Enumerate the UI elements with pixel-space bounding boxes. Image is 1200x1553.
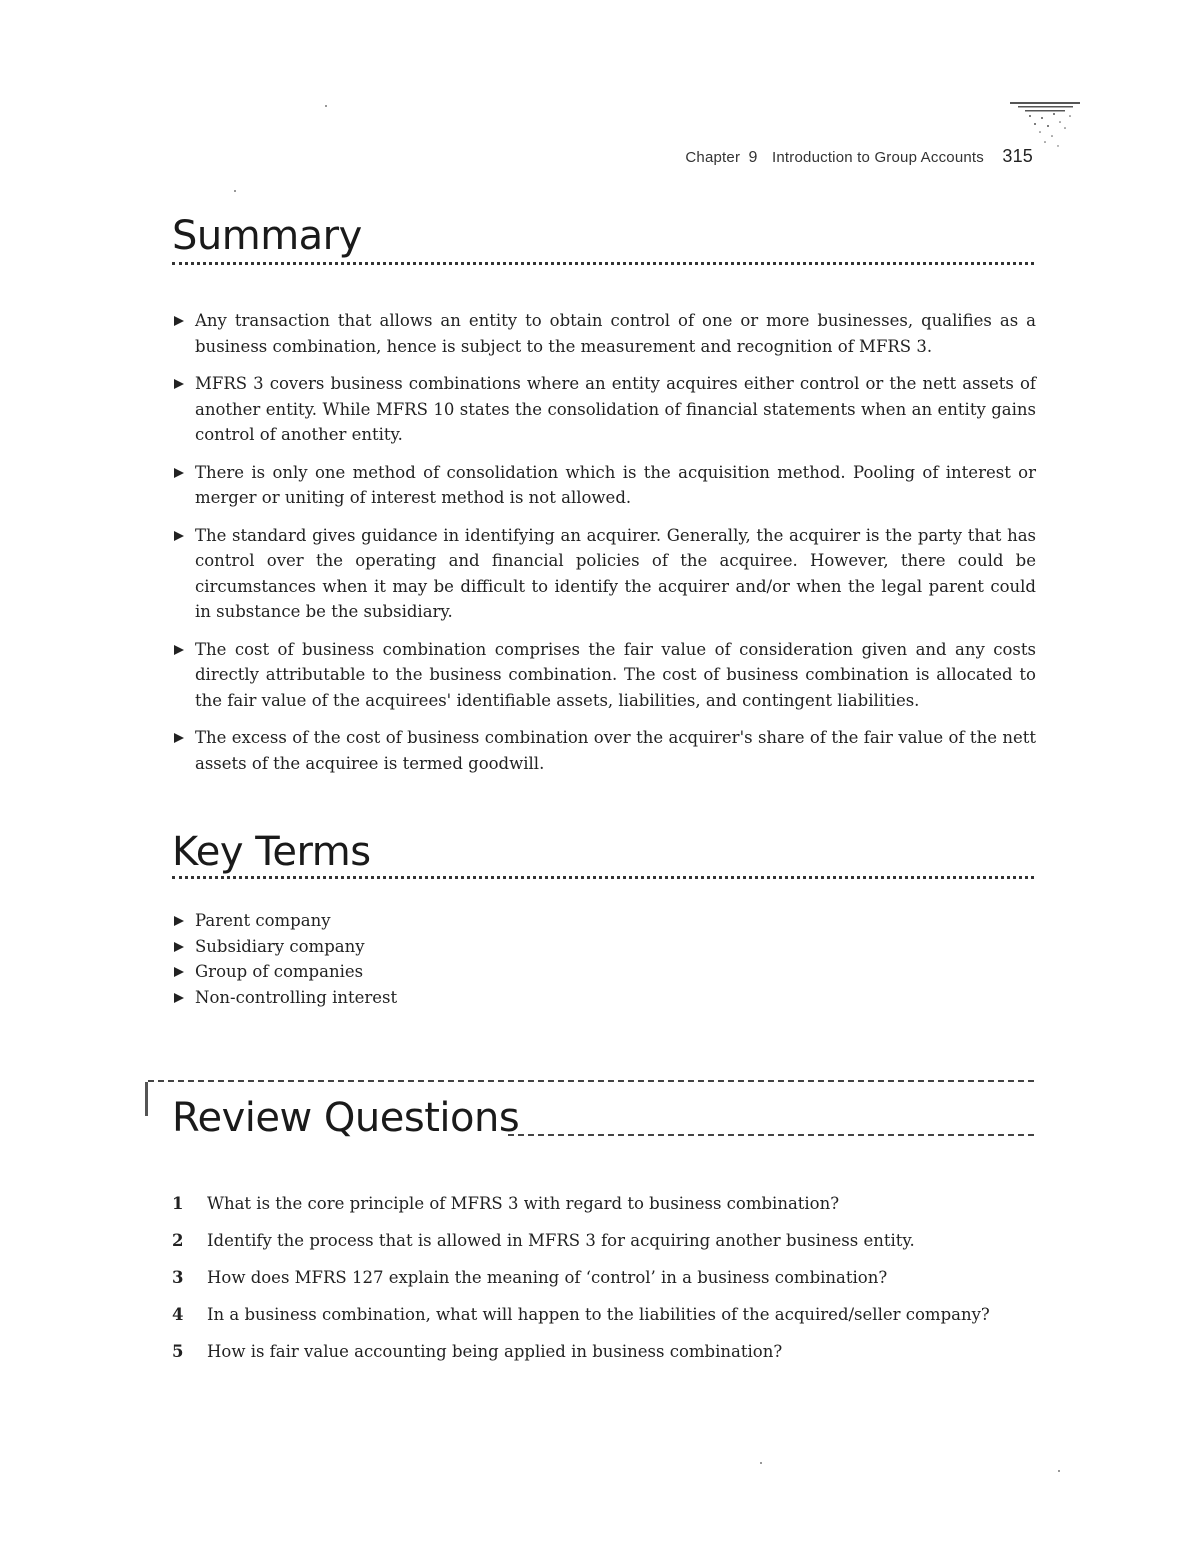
question-text: In a business combination, what will happen to the liabilities of the acquired/seller company?: [207, 1305, 990, 1324]
question-text: How is fair value accounting being applied in business combination?: [207, 1342, 783, 1361]
scan-noise-graphic: [990, 98, 1090, 168]
key-term-item: Non-controlling interest: [172, 985, 397, 1011]
bullet-triangle-icon: [174, 645, 184, 655]
question-text: Identify the process that is allowed in MFRS 3 for acquiring another business entity.: [207, 1231, 915, 1250]
question-text: What is the core principle of MFRS 3 with regard to business combination?: [207, 1194, 840, 1213]
key-term-item: Group of companies: [172, 959, 397, 985]
scan-speck: [760, 1462, 762, 1464]
question-number: 5: [172, 1342, 184, 1361]
summary-item: There is only one method of consolidation which is the acquisition method. Pooling of interest or merger or uniting of interest method is not allowed.: [172, 460, 1036, 511]
chapter-label: Chapter: [685, 149, 741, 166]
bullet-triangle-icon: [174, 967, 184, 977]
summary-item: The cost of business combination comprises the fair value of consideration given and any costs directly attributable to the business combination. The cost of business combination is allocated to the fair value of the acquirees' identifiable assets, liabilities, and contingent liabilities.: [172, 637, 1036, 714]
summary-item: Any transaction that allows an entity to obtain control of one or more businesses, qualifies as a business combination, hence is subject to the measurement and recognition of MFRS 3.: [172, 308, 1036, 359]
bullet-triangle-icon: [174, 468, 184, 478]
review-questions-heading: Review Questions: [172, 1095, 520, 1141]
page-number: 315: [1002, 146, 1033, 166]
question-text: How does MFRS 127 explain the meaning of ‘control’ in a business combination?: [207, 1268, 888, 1287]
question-item: [172, 1342, 1036, 1379]
key-terms-divider: [172, 876, 1034, 879]
key-term-item: Subsidiary company: [172, 934, 397, 960]
summary-item: The excess of the cost of business combination over the acquirer's share of the fair value of the nett assets of the acquiree is termed goodwill.: [172, 725, 1036, 776]
summary-item: The standard gives guidance in identifying an acquirer. Generally, the acquirer is the party that has control over the operating and financial policies of the acquiree. However, there could be circumstances when it may be difficult to identify the acquirer and/or when the legal parent could in substance be the subsidiary.: [172, 523, 1036, 625]
review-top-rule: [148, 1080, 1034, 1082]
question-item: [172, 1268, 1036, 1305]
review-questions-list: [172, 1194, 1036, 1379]
scan-speck: [1058, 1470, 1060, 1472]
question-number: 1: [172, 1194, 184, 1213]
bullet-triangle-icon: [174, 916, 184, 926]
bullet-triangle-icon: [174, 531, 184, 541]
question-item: [172, 1194, 1036, 1231]
bullet-triangle-icon: [174, 379, 184, 389]
summary-divider: [172, 262, 1034, 265]
bullet-triangle-icon: [174, 942, 184, 952]
scan-speck: [234, 190, 236, 192]
summary-heading: Summary: [172, 213, 362, 259]
chapter-number: 9: [748, 149, 758, 166]
key-terms-heading: Key Terms: [172, 829, 371, 875]
question-item: [172, 1231, 1036, 1268]
question-number: 2: [172, 1231, 184, 1250]
scan-artifact-bar: [145, 1082, 148, 1116]
bullet-triangle-icon: [174, 733, 184, 743]
question-number: 3: [172, 1268, 184, 1287]
question-number: 4: [172, 1305, 184, 1324]
chapter-title: Introduction to Group Accounts: [772, 149, 984, 166]
key-terms-list: [172, 908, 397, 1010]
review-questions-divider: [508, 1134, 1034, 1136]
scan-speck: [325, 105, 327, 107]
summary-list: [172, 308, 1036, 788]
bullet-triangle-icon: [174, 316, 184, 326]
bullet-triangle-icon: [174, 993, 184, 1003]
running-head: [600, 146, 1033, 167]
summary-item: MFRS 3 covers business combinations where an entity acquires either control or the nett assets of another entity. While MFRS 10 states the consolidation of financial statements when an entity gains control of another entity.: [172, 371, 1036, 448]
question-item: [172, 1305, 1036, 1342]
key-term-item: Parent company: [172, 908, 397, 934]
